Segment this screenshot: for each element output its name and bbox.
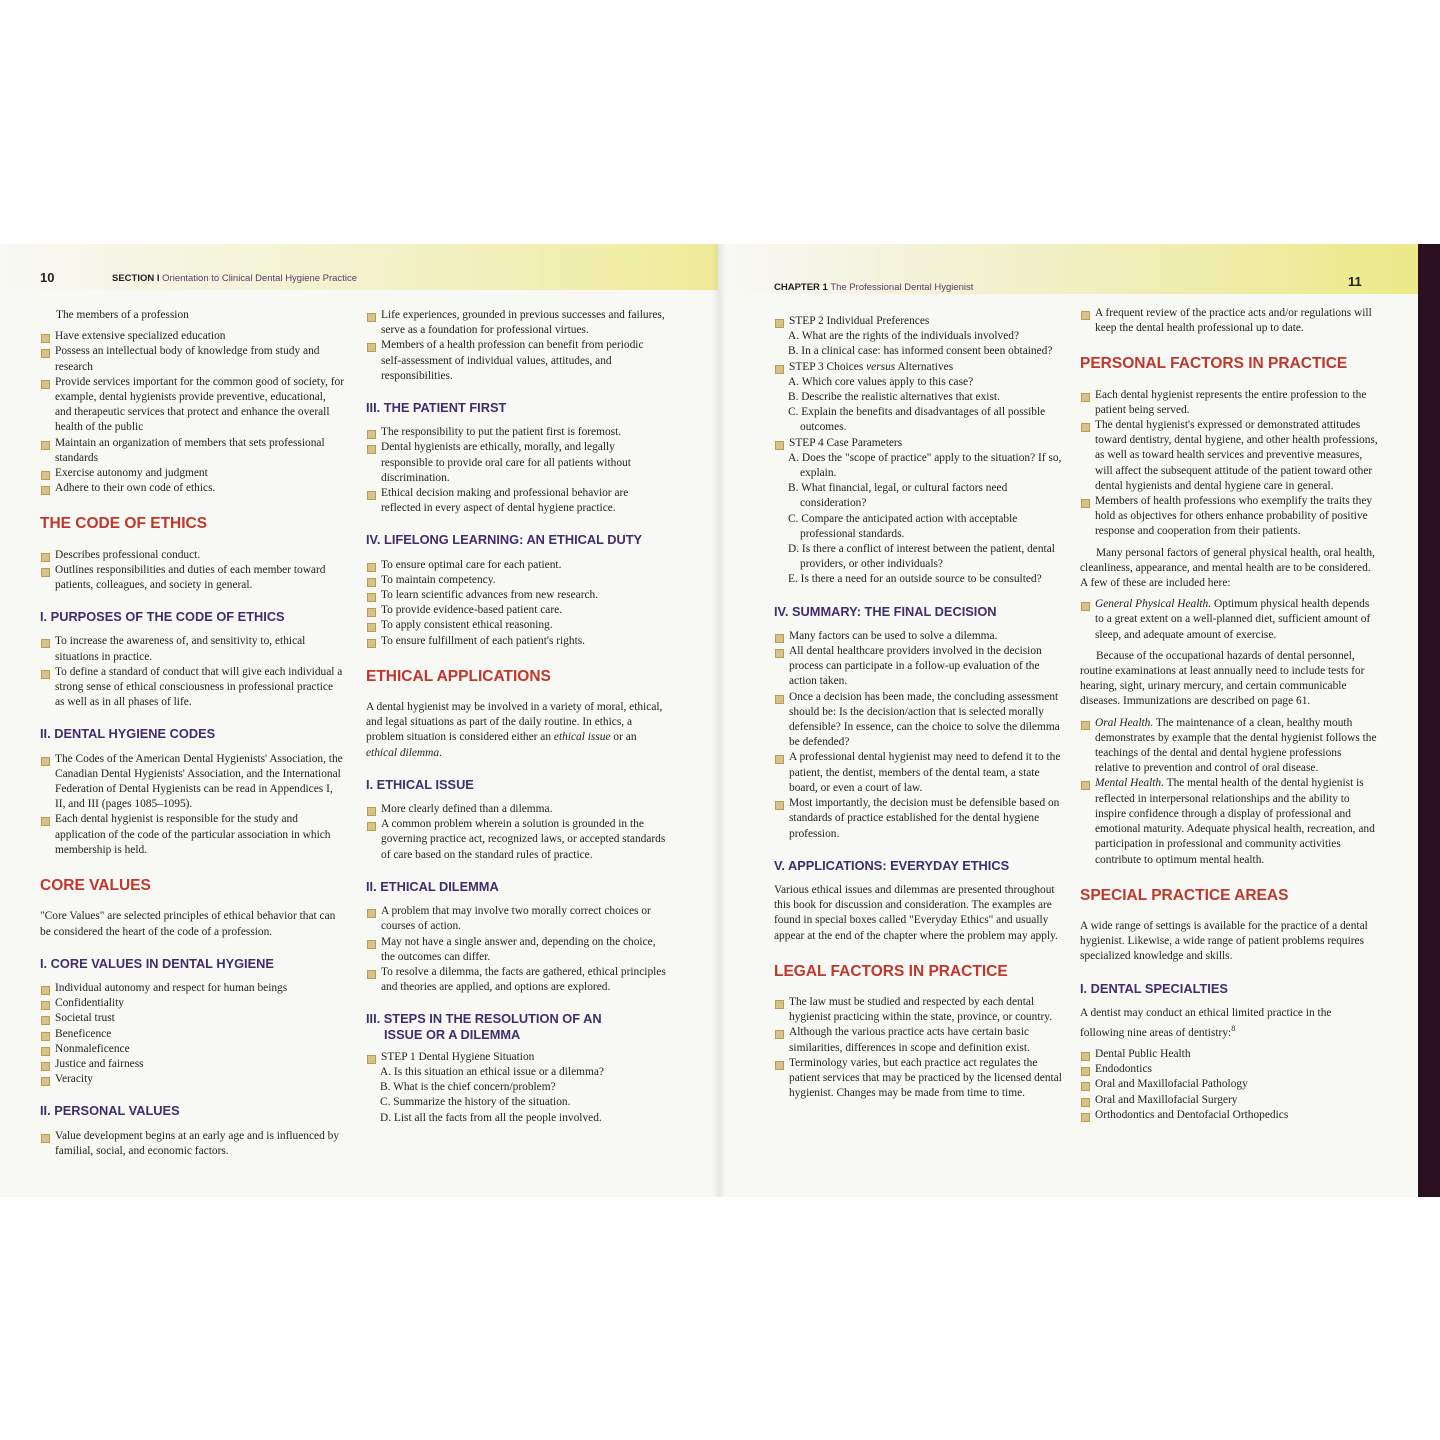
left-header-band	[0, 244, 718, 290]
heading-purposes: I. PURPOSES OF THE CODE OF ETHICS	[40, 609, 285, 625]
patient-first-list	[366, 425, 666, 516]
ethical-applications-text: A dental hygienist may be involved in a variety of moral, ethical, and legal situations as part of the daily routine. In ethics, a problem situation is considered either an ethical issue or an ethical dilemma.	[366, 701, 663, 759]
heading-everyday-ethics: V. APPLICATIONS: EVERYDAY ETHICS	[774, 857, 1010, 873]
heading-personal-factors: PERSONAL FACTORS IN PRACTICE	[1080, 355, 1348, 373]
members-list	[40, 329, 345, 496]
list-item: To maintain competency.	[366, 573, 666, 588]
right-column-1	[774, 314, 1066, 1107]
lifelong-list	[366, 558, 666, 649]
sub-item: E. Is there a need for an outside source to be consulted?	[788, 573, 1042, 586]
sub-item: A. Is this situation an ethical issue or a dilemma?	[380, 1065, 604, 1078]
list-item: General Physical Health. Optimum physical health depends to a great extent on a well-planned diet, sufficient amount of sleep, and adequate amount of exercise.	[1080, 597, 1378, 643]
list-item: Nonmaleficence	[40, 1042, 345, 1057]
heading-core-values: CORE VALUES	[40, 877, 151, 895]
personal-factors-text: Many personal factors of general physical health, oral health, cleanliness, appearance, and mental health are to be considered. A few of these are included here:	[1080, 546, 1375, 590]
list-item: To define a standard of conduct that will give each individual a strong sense of ethical consciousness in professional practice as well as in all phases of life.	[40, 665, 345, 711]
heading-ethical-issue: I. ETHICAL ISSUE	[366, 776, 474, 792]
list-item: A professional dental hygienist may need to defend it to the patient, the dentist, members of the dental team, a state board, or even a court of law.	[774, 750, 1066, 796]
general-health-list	[1080, 597, 1378, 643]
heading-ethical-dilemma: II. ETHICAL DILEMMA	[366, 878, 499, 894]
core-values-list	[40, 981, 345, 1087]
page-number-right: 11	[1348, 274, 1362, 289]
list-item: To apply consistent ethical reasoning.	[366, 618, 666, 633]
summary-list	[774, 629, 1066, 842]
list-item: Societal trust	[40, 1011, 345, 1026]
heading-dental-specialties: I. DENTAL SPECIALTIES	[1080, 980, 1228, 996]
list-item: Exercise autonomy and judgment	[40, 466, 345, 481]
list-item: To resolve a dilemma, the facts are gathered, ethical principles and theories are applied, and options are explored.	[366, 965, 666, 995]
list-item: Veracity	[40, 1072, 345, 1087]
everyday-ethics-text: Various ethical issues and dilemmas are presented throughout this book for discussion and consideration. The examples are found in special boxes called "Everyday Ethics" and usually appear at the end of the chapter where the problem may apply.	[774, 883, 1058, 942]
steps-list-2	[774, 314, 1066, 588]
codes-list	[40, 752, 345, 858]
page-number-left: 10	[40, 270, 55, 285]
book-gutter	[712, 244, 726, 1197]
code-list	[40, 548, 345, 594]
list-item: Endodontics	[1080, 1062, 1378, 1077]
list-item: Each dental hygienist is responsible for the study and application of the code of the particular association in which membership is held.	[40, 812, 345, 858]
list-item: Adhere to their own code of ethics.	[40, 481, 345, 496]
list-item: Maintain an organization of members that sets professional standards	[40, 436, 345, 466]
heading-personal-values: II. PERSONAL VALUES	[40, 1103, 180, 1119]
list-item: To increase the awareness of, and sensitivity to, ethical situations in practice.	[40, 634, 345, 664]
book-spread	[0, 244, 1440, 1197]
personal-values-list	[40, 1129, 345, 1159]
heading-core-values-dh: I. CORE VALUES IN DENTAL HYGIENE	[40, 955, 274, 971]
list-item: The law must be studied and respected by each dental hygienist practicing within the state, province, or country.	[774, 995, 1066, 1025]
sub-item: B. Describe the realistic alternatives that exist.	[788, 391, 1000, 404]
running-head-right: CHAPTER 1 The Professional Dental Hygienist	[774, 282, 974, 293]
values-continued-list	[366, 308, 666, 384]
right-column-2	[1080, 306, 1378, 1129]
heading-code-of-ethics: THE CODE OF ETHICS	[40, 515, 208, 533]
list-item: Although the various practice acts have certain basic similarities, differences in scope and definition exist.	[774, 1025, 1066, 1055]
sub-item: B. In a clinical case: has informed consent been obtained?	[788, 345, 1053, 358]
members-intro: The members of a profession	[56, 309, 189, 321]
heading-dental-hygiene-codes: II. DENTAL HYGIENE CODES	[40, 726, 216, 742]
sub-item: D. List all the facts from all the people involved.	[380, 1111, 602, 1124]
health-list	[1080, 716, 1378, 868]
list-item: STEP 2 Individual Preferences	[774, 314, 1066, 329]
list-item: Members of health professions who exemplify the traits they hold as objectives for others enhance probability of positive response and cooperation from their patients.	[1080, 494, 1378, 540]
list-item: The dental hygienist's expressed or demonstrated attitudes toward dentistry, dental hygiene, and other health professions, as well as toward health services and preventive measures, will affect the subsequent attitude of the patient toward other dental hygienists and dental hygiene care in general.	[1080, 418, 1378, 494]
list-item: All dental healthcare providers involved in the decision process can participate in a follow-up evaluation of the action taken.	[774, 644, 1066, 690]
left-column-2	[366, 308, 666, 1132]
list-item: Members of a health profession can benefit from periodic self-assessment of individual values, attitudes, and responsibilities.	[366, 338, 666, 384]
sub-item: D. Is there a conflict of interest between the patient, dental providers, or other individuals?	[788, 543, 1055, 571]
list-item: Most importantly, the decision must be defensible based on standards of practice established for the dental hygiene profession.	[774, 796, 1066, 842]
list-item: Terminology varies, but each practice act regulates the patient services that may be practiced by the licensed dental hygienist. Changes may be made from time to time.	[774, 1056, 1066, 1102]
left-column-1	[40, 308, 345, 1165]
list-item: The Codes of the American Dental Hygienists' Association, the Canadian Dental Hygienists' Association, and the International Federation of Dental Hygienists can be read in Appendices I, II, and III (pages 1085–1095).	[40, 752, 345, 813]
list-item: Ethical decision making and professional behavior are reflected in every aspect of dental hygiene practice.	[366, 486, 666, 516]
list-item: Provide services important for the common good of society, for example, dental hygienists provide preventive, educational, and therapeutic services that protect and enhance the overall health of the public	[40, 375, 345, 436]
list-item: Life experiences, grounded in previous successes and failures, serve as a foundation for professional virtues.	[366, 308, 666, 338]
heading-steps-resolution: III. STEPS IN THE RESOLUTION OF AN ISSUE OR A DILEMMA	[366, 1011, 602, 1042]
list-item: Orthodontics and Dentofacial Orthopedics	[1080, 1108, 1378, 1123]
heading-summary: IV. SUMMARY: THE FINAL DECISION	[774, 603, 997, 619]
heading-patient-first: III. THE PATIENT FIRST	[366, 400, 507, 416]
list-item: Oral and Maxillofacial Pathology	[1080, 1077, 1378, 1092]
list-item: To provide evidence-based patient care.	[366, 603, 666, 618]
list-item: STEP 4 Case Parameters	[774, 436, 1066, 451]
special-practice-text: A wide range of settings is available for the practice of a dental hygienist. Likewise, a wide range of patient problems requires specialized knowledge and skills.	[1080, 919, 1368, 963]
list-item: Once a decision has been made, the concluding assessment should be: Is the decision/action that is selected morally defensible? In essence, can the choice to solve the dilemma be defended?	[774, 690, 1066, 751]
left-page	[0, 244, 718, 1197]
right-page	[720, 244, 1418, 1197]
sub-item: B. What is the chief concern/problem?	[380, 1081, 556, 1094]
sub-item: A. Which core values apply to this case?	[788, 375, 974, 388]
sub-item: B. What financial, legal, or cultural factors need consideration?	[788, 482, 1008, 510]
list-item: More clearly defined than a dilemma.	[366, 802, 666, 817]
list-item: Dental Public Health	[1080, 1047, 1378, 1062]
list-item: Oral Health. The maintenance of a clean, healthy mouth demonstrates by example that the dental hygienist follows the teachings of the dental and dental hygiene professions relative to prevention and control of oral disease.	[1080, 716, 1378, 777]
sub-item: C. Explain the benefits and disadvantages of all possible outcomes.	[788, 406, 1046, 434]
legal-list	[774, 995, 1066, 1101]
heading-lifelong-learning: IV. LIFELONG LEARNING: AN ETHICAL DUTY	[366, 532, 643, 548]
list-item: A common problem wherein a solution is grounded in the governing practice act, recognized laws, or accepted standards of care based on the standard rules of practice.	[366, 817, 666, 863]
purposes-list	[40, 634, 345, 710]
review-list	[1080, 306, 1378, 336]
list-item: Value development begins at an early age and is influenced by familial, social, and economic factors.	[40, 1129, 345, 1159]
list-item: Have extensive specialized education	[40, 329, 345, 344]
list-item: Possess an intellectual body of knowledge from study and research	[40, 344, 345, 374]
steps-list-1	[366, 1050, 666, 1126]
hazards-text: Because of the occupational hazards of dental personnel, routine examinations at least annually need to include tests for hearing, sight, urinary mercury, and certain communicable diseases. Immunizations are described on page 61.	[1080, 649, 1365, 708]
specialties-text: A dentist may conduct an ethical limited practice in the following nine areas of dentistry:$^8$	[1080, 1006, 1332, 1039]
specialties-list	[1080, 1047, 1378, 1123]
list-item: STEP 1 Dental Hygiene Situation	[366, 1050, 666, 1065]
list-item: Dental hygienists are ethically, morally, and legally responsible to provide oral care for all patients without discrimination.	[366, 440, 666, 486]
list-item: Many factors can be used to solve a dilemma.	[774, 629, 1066, 644]
sub-item: A. Does the "scope of practice" apply to the situation? If so, explain.	[788, 451, 1062, 480]
sub-item: C. Compare the anticipated action with acceptable professional standards.	[788, 512, 1018, 540]
running-head-left: SECTION I Orientation to Clinical Dental Hygiene Practice	[112, 273, 357, 284]
list-item: Confidentiality	[40, 996, 345, 1011]
heading-ethical-applications: ETHICAL APPLICATIONS	[366, 667, 551, 685]
list-item: Mental Health. The mental health of the dental hygienist is reflected in interpersonal relationships and the ability to inspire confidence through a display of professional and emotional maturity. Adequate physical health, recreation, and participation in professional and community activities contribute to optimum mental health.	[1080, 776, 1378, 867]
sub-item: A. What are the rights of the individuals involved?	[788, 330, 1020, 343]
list-item: To learn scientific advances from new research.	[366, 588, 666, 603]
list-item: STEP 3 Choices versus Alternatives	[774, 360, 1066, 375]
list-item: May not have a single answer and, depending on the choice, the outcomes can differ.	[366, 935, 666, 965]
list-item: To ensure optimal care for each patient.	[366, 558, 666, 573]
list-item: Each dental hygienist represents the entire profession to the patient being served.	[1080, 388, 1378, 418]
sub-item: C. Summarize the history of the situation.	[380, 1096, 571, 1109]
list-item: Justice and fairness	[40, 1057, 345, 1072]
list-item: Outlines responsibilities and duties of each member toward patients, colleagues, and society in general.	[40, 563, 345, 593]
heading-special-practice: SPECIAL PRACTICE AREAS	[1080, 886, 1289, 904]
personal-factors-list	[1080, 388, 1378, 540]
list-item: Individual autonomy and respect for human beings	[40, 981, 345, 996]
list-item: A frequent review of the practice acts and/or regulations will keep the dental health professional up to date.	[1080, 306, 1378, 336]
list-item: To ensure fulfillment of each patient's rights.	[366, 634, 666, 649]
core-values-text: "Core Values" are selected principles of ethical behavior that can be considered the heart of the code of a profession.	[40, 910, 336, 938]
list-item: Describes professional conduct.	[40, 548, 345, 563]
list-item: A problem that may involve two morally correct choices or courses of action.	[366, 904, 666, 934]
background-edge	[1418, 244, 1440, 1197]
list-item: Beneficence	[40, 1027, 345, 1042]
list-item: Oral and Maxillofacial Surgery	[1080, 1093, 1378, 1108]
ethical-dilemma-list	[366, 904, 666, 995]
ethical-issue-list	[366, 802, 666, 863]
list-item: The responsibility to put the patient first is foremost.	[366, 425, 666, 440]
heading-legal-factors: LEGAL FACTORS IN PRACTICE	[774, 962, 1008, 980]
